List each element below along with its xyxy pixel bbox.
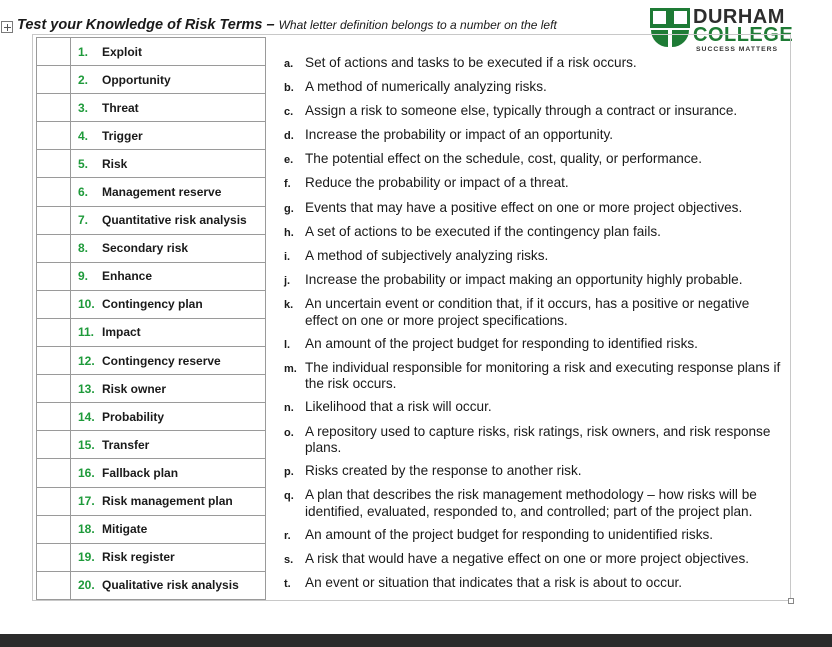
term-cell: [71, 543, 266, 571]
term-label: Risk management plan: [102, 494, 233, 509]
table-row: [37, 290, 266, 318]
answer-cell[interactable]: [37, 66, 71, 94]
table-row: [37, 150, 266, 178]
term-label: Risk: [102, 156, 128, 171]
definition-text: Risks created by the response to another risk.: [305, 463, 582, 479]
term-cell: [71, 318, 266, 346]
table-row: [37, 94, 266, 122]
definition-text: Reduce the probability or impact of a threat.: [305, 175, 569, 191]
term-cell: [71, 571, 266, 599]
term-cell: [71, 459, 266, 487]
term-number: 13.: [78, 381, 95, 396]
answer-cell[interactable]: [37, 290, 71, 318]
list-item: [284, 399, 784, 417]
term-number: 15.: [78, 437, 95, 452]
term-label: Trigger: [102, 128, 143, 143]
list-item: [284, 424, 784, 457]
definition-text: An amount of the project budget for responding to identified risks.: [305, 335, 698, 351]
term-number: 1.: [78, 44, 89, 59]
title-subtitle: What letter definition belongs to a number on the left: [278, 18, 557, 32]
list-item: [284, 360, 784, 393]
list-item: [284, 103, 784, 121]
definition-letter: s.: [284, 554, 294, 567]
answer-cell[interactable]: [37, 206, 71, 234]
term-cell: [71, 262, 266, 290]
table-row: [37, 459, 266, 487]
list-item: [284, 55, 784, 73]
table-row: [37, 375, 266, 403]
answer-cell[interactable]: [37, 122, 71, 150]
table-row: [37, 487, 266, 515]
definition-letter: i.: [284, 250, 291, 263]
term-label: Opportunity: [102, 72, 171, 87]
definition-letter: n.: [284, 402, 294, 415]
list-item: [284, 175, 784, 193]
term-cell: [71, 375, 266, 403]
term-number: 9.: [78, 269, 89, 284]
definition-text: Assign a risk to someone else, typically through a contract or insurance.: [305, 103, 738, 119]
definition-text: An uncertain event or condition that, if it occurs, has a positive or negative effect on one or more project specifications.: [305, 295, 750, 328]
term-label: Transfer: [102, 437, 150, 452]
table-row: [37, 234, 266, 262]
answer-cell[interactable]: [37, 515, 71, 543]
answer-cell[interactable]: [37, 459, 71, 487]
table-row: [37, 431, 266, 459]
term-label: Management reserve: [102, 185, 222, 200]
definition-letter: c.: [284, 106, 294, 119]
term-cell: [71, 431, 266, 459]
term-number: 10.: [78, 297, 95, 312]
term-number: 3.: [78, 100, 89, 115]
term-label: Contingency plan: [102, 297, 203, 312]
bottom-bar: [0, 634, 832, 647]
definition-letter: d.: [284, 130, 294, 143]
term-cell: [71, 150, 266, 178]
answer-cell[interactable]: [37, 347, 71, 375]
logo-line1: DURHAM: [693, 6, 785, 28]
answer-cell[interactable]: [37, 487, 71, 515]
definition-text: A method of subjectively analyzing risks.: [305, 247, 549, 263]
definition-letter: g.: [284, 202, 294, 215]
term-number: 8.: [78, 241, 89, 256]
definition-letter: o.: [284, 426, 294, 439]
table-row: [37, 347, 266, 375]
term-label: Risk register: [102, 550, 175, 565]
definition-text: Set of actions and tasks to be executed if a risk occurs.: [305, 55, 637, 70]
table-row: [37, 515, 266, 543]
answer-cell[interactable]: [37, 318, 71, 346]
terms-table: [36, 37, 266, 600]
term-label: Secondary risk: [102, 241, 189, 256]
list-item: [284, 551, 784, 569]
definition-text: A method of numerically analyzing risks.: [305, 79, 547, 95]
definition-letter: j.: [284, 274, 291, 287]
list-item: [284, 224, 784, 242]
term-number: 2.: [78, 72, 89, 87]
table-row: [37, 66, 266, 94]
list-item: [284, 463, 784, 481]
table-row: [37, 571, 266, 599]
term-label: Qualitative risk analysis: [102, 578, 239, 593]
table-row: [37, 38, 266, 66]
term-cell: [71, 122, 266, 150]
table-row: [37, 262, 266, 290]
definition-text: A set of actions to be executed if the contingency plan fails.: [305, 223, 661, 239]
definition-text: Increase the probability or impact of an opportunity.: [305, 127, 614, 143]
definition-letter: t.: [284, 578, 291, 591]
definition-text: An amount of the project budget for responding to unidentified risks.: [305, 526, 714, 542]
list-item: [284, 248, 784, 266]
definition-letter: b.: [284, 82, 294, 95]
definition-text: A risk that would have a negative effect on one or more project objectives.: [305, 551, 750, 567]
list-item: [284, 527, 784, 545]
term-cell: [71, 515, 266, 543]
term-number: 7.: [78, 213, 89, 228]
term-cell: [71, 403, 266, 431]
definition-letter: a.: [284, 58, 294, 70]
list-item: [284, 296, 784, 329]
answer-cell[interactable]: [37, 543, 71, 571]
term-number: 20.: [78, 578, 95, 593]
definitions-list: [284, 55, 784, 599]
term-number: 19.: [78, 550, 95, 565]
term-cell: [71, 66, 266, 94]
table-row: [37, 178, 266, 206]
table-row: [37, 206, 266, 234]
term-label: Threat: [102, 100, 139, 115]
definition-letter: f.: [284, 178, 291, 191]
term-cell: [71, 178, 266, 206]
answer-cell[interactable]: [37, 375, 71, 403]
table-row: [37, 543, 266, 571]
term-label: Enhance: [102, 269, 153, 284]
definition-letter: q.: [284, 490, 294, 503]
list-item: [284, 487, 784, 520]
page-title: [17, 17, 557, 33]
term-cell: [71, 38, 266, 66]
term-number: 11.: [78, 325, 95, 340]
definition-letter: l.: [284, 338, 291, 351]
title-main: Test your Knowledge of Risk Terms –: [17, 17, 275, 33]
term-cell: [71, 234, 266, 262]
term-label: Quantitative risk analysis: [102, 213, 247, 228]
table-row: [37, 122, 266, 150]
definition-text: The individual responsible for monitoring a risk and executing response plans if the risk occurs.: [305, 359, 781, 392]
definition-text: A plan that describes the risk management methodology – how risks will be identified, evaluated, responded to, and controlled; part of the project plan.: [305, 487, 757, 519]
term-number: 18.: [78, 522, 95, 537]
answer-cell[interactable]: [37, 431, 71, 459]
definition-text: A repository used to capture risks, risk ratings, risk owners, and risk response plans.: [305, 423, 771, 456]
definition-letter: p.: [284, 466, 294, 479]
definition-letter: r.: [284, 529, 291, 542]
definition-text: The potential effect on the schedule, cost, quality, or performance.: [305, 151, 702, 167]
answer-cell[interactable]: [37, 178, 71, 206]
answer-cell[interactable]: [37, 38, 71, 66]
answer-cell[interactable]: [37, 571, 71, 599]
term-number: 4.: [78, 128, 89, 143]
term-cell: [71, 347, 266, 375]
term-label: Exploit: [102, 44, 143, 59]
term-number: 17.: [78, 494, 95, 509]
term-cell: [71, 487, 266, 515]
term-label: Impact: [102, 325, 141, 340]
list-item: [284, 79, 784, 97]
term-number: 6.: [78, 185, 89, 200]
answer-cell[interactable]: [37, 150, 71, 178]
term-label: Mitigate: [102, 522, 148, 537]
term-cell: [71, 94, 266, 122]
definition-letter: k.: [284, 298, 294, 311]
term-number: 5.: [78, 156, 89, 171]
table-row: [37, 318, 266, 346]
list-item: [284, 127, 784, 145]
table-move-handle-icon[interactable]: [1, 21, 13, 33]
term-label: Risk owner: [102, 381, 167, 396]
definition-letter: e.: [284, 154, 294, 167]
term-label: Fallback plan: [102, 465, 179, 480]
list-item: [284, 575, 784, 593]
table-resize-handle-icon[interactable]: [788, 598, 794, 604]
list-item: [284, 336, 784, 354]
definition-letter: m.: [284, 362, 297, 375]
term-number: 12.: [78, 353, 95, 368]
definition-text: Increase the probability or impact making an opportunity highly probable.: [305, 271, 743, 287]
term-number: 14.: [78, 409, 95, 424]
answer-cell[interactable]: [37, 94, 71, 122]
term-number: 16.: [78, 465, 95, 480]
definition-text: Likelihood that a risk will occur.: [305, 399, 492, 415]
term-label: Probability: [102, 409, 165, 424]
list-item: [284, 272, 784, 290]
list-item: [284, 151, 784, 169]
answer-cell[interactable]: [37, 403, 71, 431]
table-row: [37, 403, 266, 431]
logo-line2: COLLEGE: [693, 24, 794, 46]
definition-text: Events that may have a positive effect on one or more project objectives.: [305, 199, 743, 215]
term-label: Contingency reserve: [102, 353, 221, 368]
logo-tagline: SUCCESS MATTERS: [696, 46, 779, 53]
definition-text: An event or situation that indicates that a risk is about to occur.: [305, 575, 683, 591]
term-cell: [71, 290, 266, 318]
term-cell: [71, 206, 266, 234]
answer-cell[interactable]: [37, 262, 71, 290]
answer-cell[interactable]: [37, 234, 71, 262]
list-item: [284, 200, 784, 218]
definition-letter: h.: [284, 226, 294, 239]
